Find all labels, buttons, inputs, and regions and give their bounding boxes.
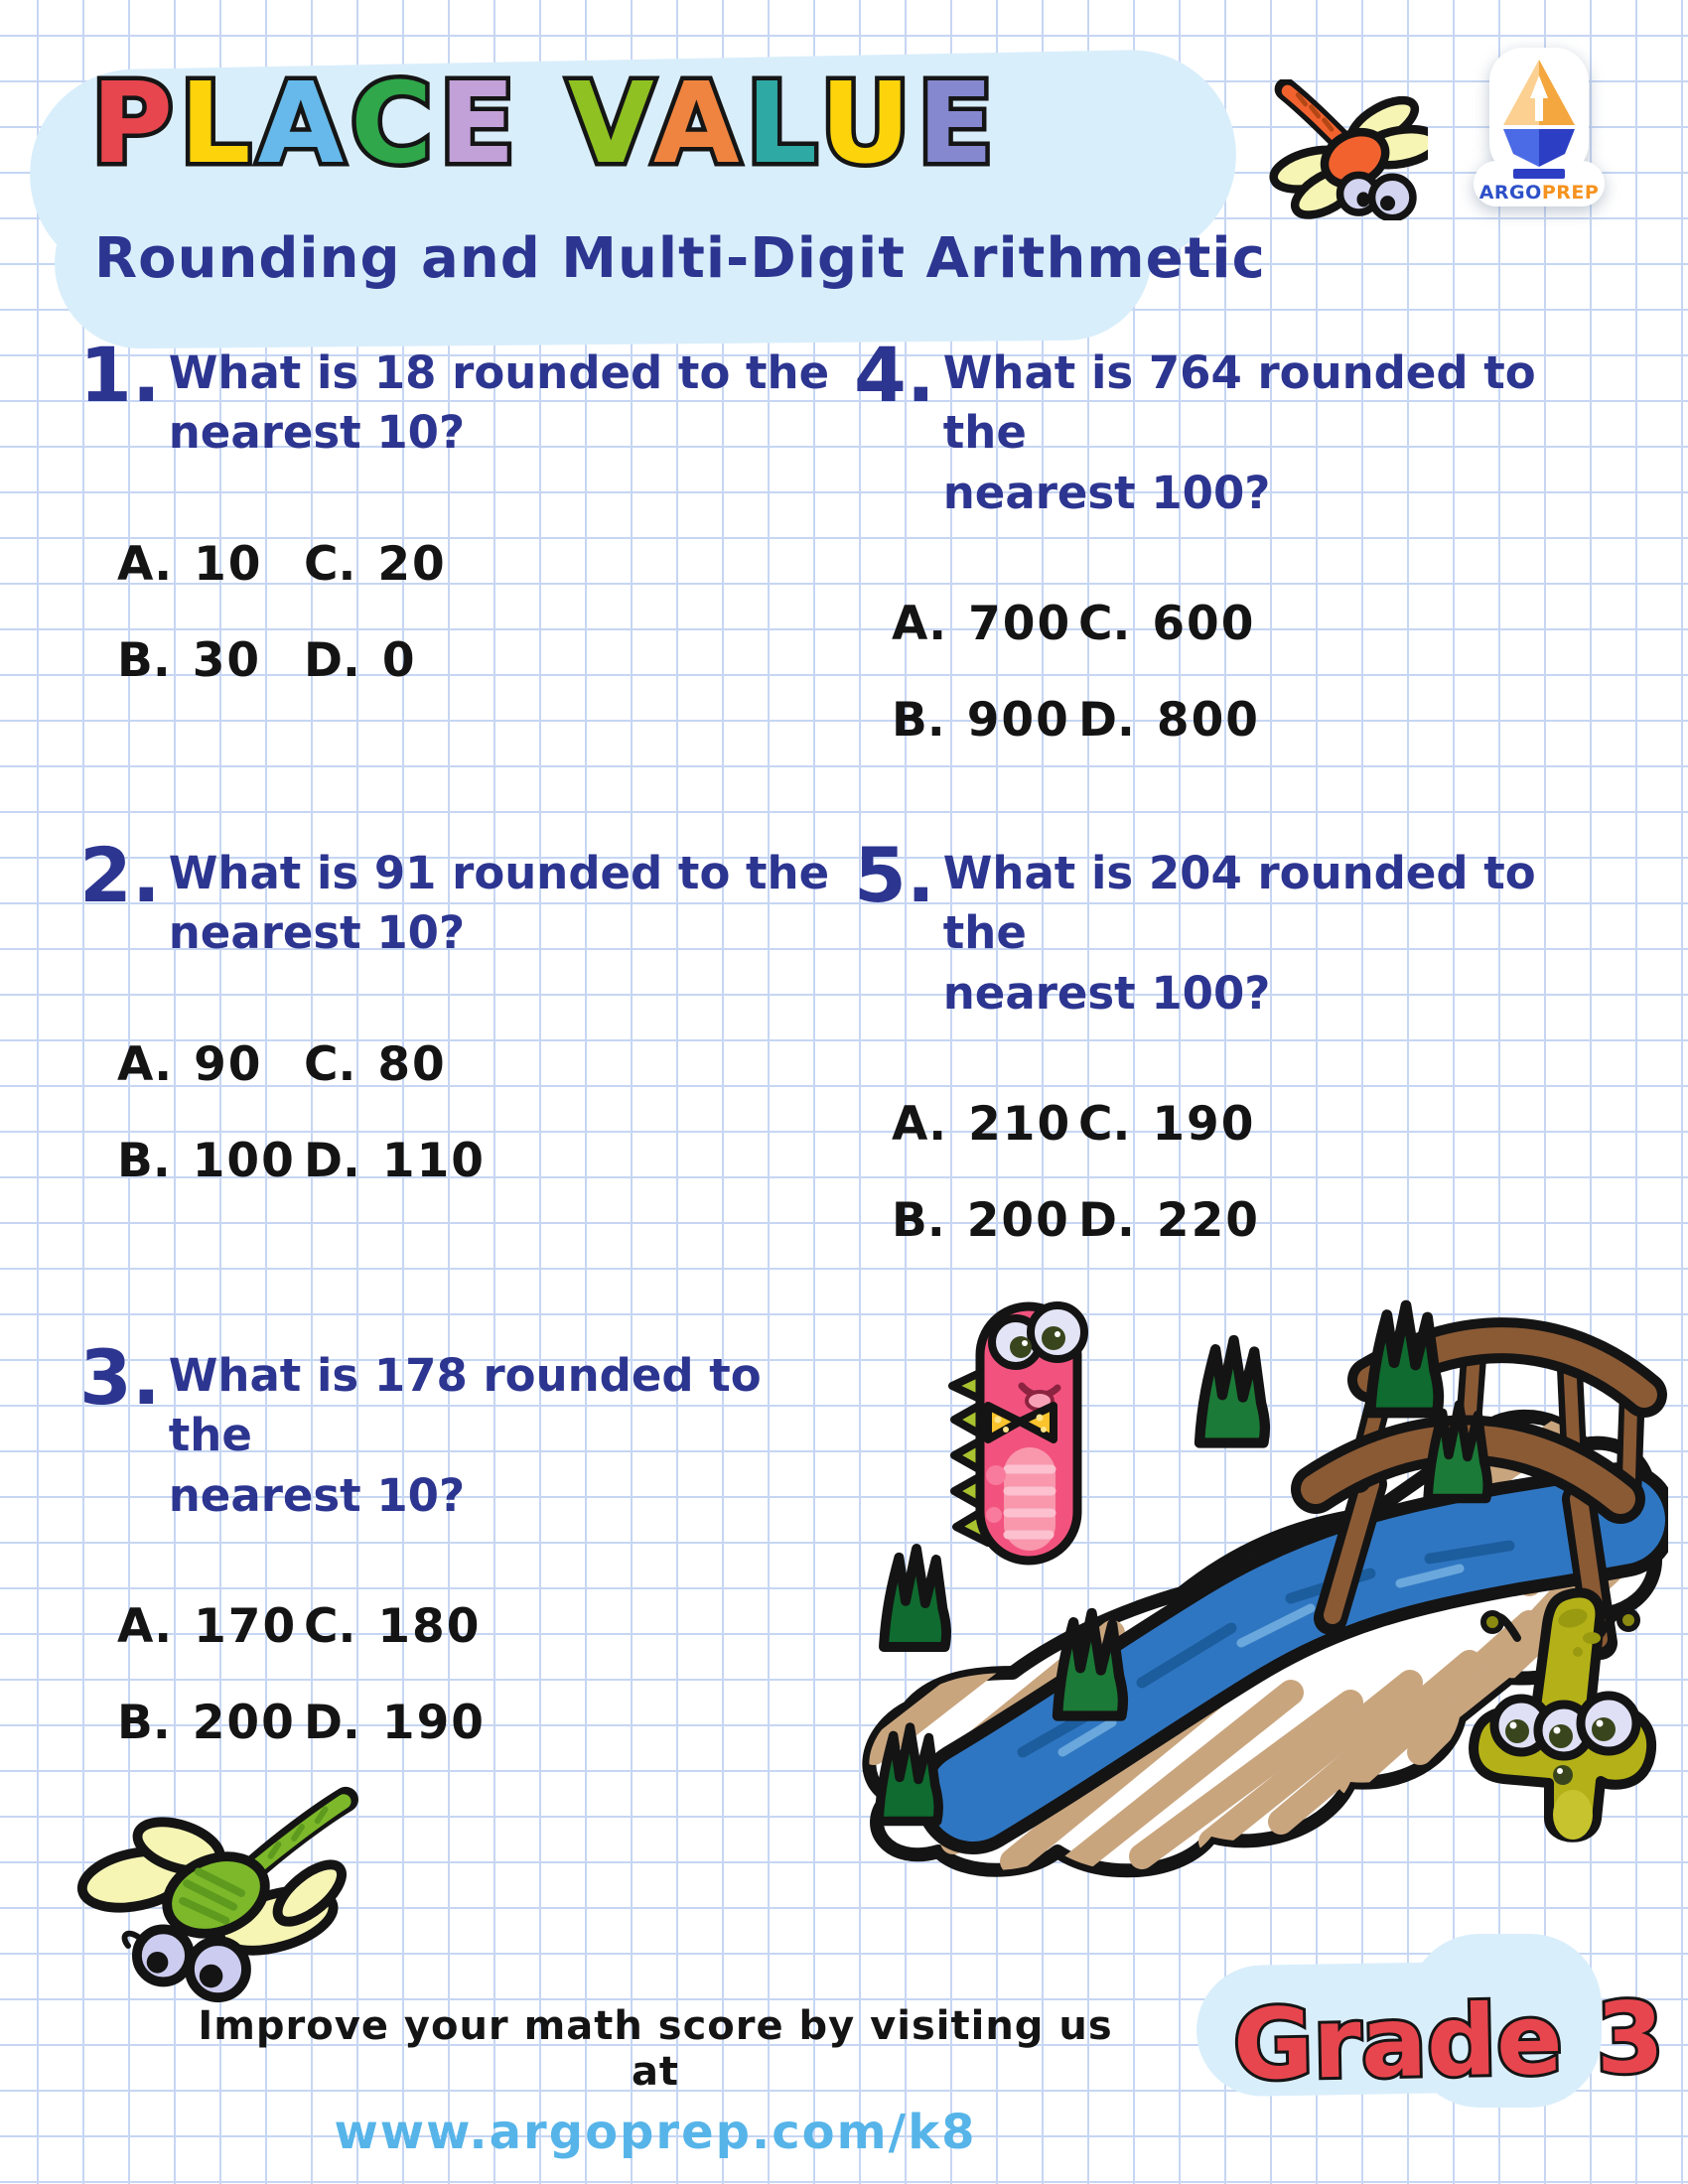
answer-value: 190	[1152, 1096, 1256, 1152]
answer-options	[892, 597, 1609, 748]
answer-value: 90	[194, 1036, 263, 1092]
question-4	[854, 331, 1609, 748]
question-1	[79, 331, 834, 688]
answer-option-a	[892, 597, 1078, 651]
answer-letter: D.	[1078, 692, 1135, 748]
question-number: 2.	[79, 831, 161, 919]
question-line: What is 204 rounded to the	[942, 847, 1536, 960]
pink-one-dino-character	[928, 1281, 1107, 1578]
title-letter: U	[820, 60, 917, 189]
footer-text: Improve your math score by visiting us at	[198, 2003, 1113, 2095]
question-line: What is 18 rounded to the	[168, 346, 830, 399]
answer-letter: D.	[304, 1133, 360, 1188]
answer-option-c	[304, 1599, 834, 1654]
title-letter: C	[351, 60, 440, 189]
answer-value: 200	[966, 1192, 1070, 1248]
footer	[179, 2003, 1132, 2160]
question-text	[169, 343, 829, 464]
answer-option-c	[304, 537, 834, 592]
answer-letter: C.	[304, 536, 356, 592]
question-line: nearest 100?	[942, 466, 1271, 519]
answer-option-a	[892, 1097, 1078, 1152]
answer-value: 20	[377, 536, 447, 592]
orange-dragonfly-icon	[1269, 79, 1428, 220]
answer-option-a	[117, 1599, 304, 1654]
answer-value: 200	[192, 1695, 296, 1750]
answer-value: 220	[1156, 1192, 1260, 1248]
answer-options	[892, 1097, 1609, 1248]
footer-url-link[interactable]: www.argoprep.com/k8	[334, 2105, 977, 2160]
answer-option-a	[117, 1037, 304, 1092]
grade-badge: Grade 3	[1232, 1981, 1665, 2103]
answer-options	[117, 537, 834, 688]
answer-letter: A.	[892, 1096, 947, 1152]
title-letter: A	[652, 60, 747, 189]
answer-option-c	[304, 1037, 834, 1092]
question-line: What is 91 rounded to the	[168, 847, 830, 899]
answer-option-b	[892, 1193, 1078, 1248]
question-2	[79, 831, 834, 1188]
title-letter: V	[567, 60, 653, 189]
question-line: What is 178 rounded to the	[168, 1349, 762, 1462]
page-title	[91, 58, 1000, 191]
question-text	[169, 1346, 834, 1526]
question-line: What is 764 rounded to the	[942, 346, 1536, 460]
question-text	[169, 844, 829, 964]
answer-value: 110	[381, 1133, 486, 1188]
answer-value: 800	[1156, 692, 1260, 748]
question-number: 3.	[79, 1333, 161, 1422]
answer-option-a	[117, 537, 304, 592]
question-5	[854, 831, 1609, 1248]
answer-option-d	[1078, 693, 1609, 748]
answer-letter: C.	[1078, 1096, 1131, 1152]
answer-value: 30	[192, 632, 262, 688]
answer-option-d	[304, 1696, 834, 1750]
olive-four-alien-character	[1452, 1576, 1665, 1854]
title-letter-space	[522, 60, 568, 189]
answer-value: 100	[192, 1133, 296, 1188]
answer-option-b	[117, 1134, 304, 1188]
argoprep-logo	[1470, 42, 1609, 210]
answer-letter: B.	[117, 632, 171, 688]
title-letter: L	[746, 60, 821, 189]
answer-option-b	[892, 693, 1078, 748]
answer-value: 0	[381, 632, 417, 688]
answer-value: 10	[194, 536, 263, 592]
answer-value: 180	[377, 1598, 482, 1654]
answer-letter: B.	[117, 1695, 171, 1750]
answer-options	[117, 1037, 834, 1188]
page-subtitle: Rounding and Multi-Digit Arithmetic	[94, 226, 1266, 291]
question-number: 4.	[854, 331, 935, 419]
answer-letter: B.	[117, 1133, 171, 1188]
answer-letter: B.	[892, 692, 945, 748]
answer-letter: A.	[117, 1598, 173, 1654]
answer-option-d	[1078, 1193, 1609, 1248]
answer-option-c	[1078, 1097, 1609, 1152]
answer-options	[117, 1599, 834, 1750]
title-letter: P	[91, 60, 181, 189]
answer-letter: A.	[117, 536, 173, 592]
answer-letter: B.	[892, 1192, 945, 1248]
answer-letter: C.	[304, 1598, 356, 1654]
question-number: 5.	[854, 831, 935, 919]
question-3	[79, 1333, 834, 1750]
question-text	[943, 844, 1609, 1024]
answer-letter: A.	[892, 596, 947, 651]
title-letter: E	[439, 60, 522, 189]
answer-value: 600	[1152, 596, 1256, 651]
answer-value: 210	[968, 1096, 1072, 1152]
title-letter: L	[180, 60, 258, 189]
answer-value: 700	[968, 596, 1072, 651]
answer-option-d	[304, 633, 834, 688]
answer-letter: D.	[304, 632, 360, 688]
question-text	[943, 343, 1609, 523]
answer-value: 900	[966, 692, 1070, 748]
answer-option-b	[117, 1696, 304, 1750]
answer-option-d	[304, 1134, 834, 1188]
question-line: nearest 10?	[168, 406, 466, 460]
title-letter: A	[257, 60, 352, 189]
answer-value: 190	[381, 1695, 486, 1750]
answer-value: 170	[194, 1598, 298, 1654]
question-line: nearest 100?	[942, 966, 1271, 1020]
question-line: nearest 10?	[168, 1468, 466, 1522]
question-line: nearest 10?	[168, 906, 466, 960]
answer-letter: D.	[1078, 1192, 1135, 1248]
answer-letter: D.	[304, 1695, 360, 1750]
answer-value: 80	[377, 1036, 447, 1092]
logo-wordmark: ARGOPREP	[1478, 182, 1600, 204]
answer-letter: A.	[117, 1036, 173, 1092]
green-dragonfly-icon	[70, 1782, 362, 2006]
answer-letter: C.	[304, 1036, 356, 1092]
answer-option-c	[1078, 597, 1609, 651]
title-letter: E	[916, 60, 1001, 189]
answer-option-b	[117, 633, 304, 688]
question-number: 1.	[79, 331, 161, 419]
answer-letter: C.	[1078, 596, 1131, 651]
